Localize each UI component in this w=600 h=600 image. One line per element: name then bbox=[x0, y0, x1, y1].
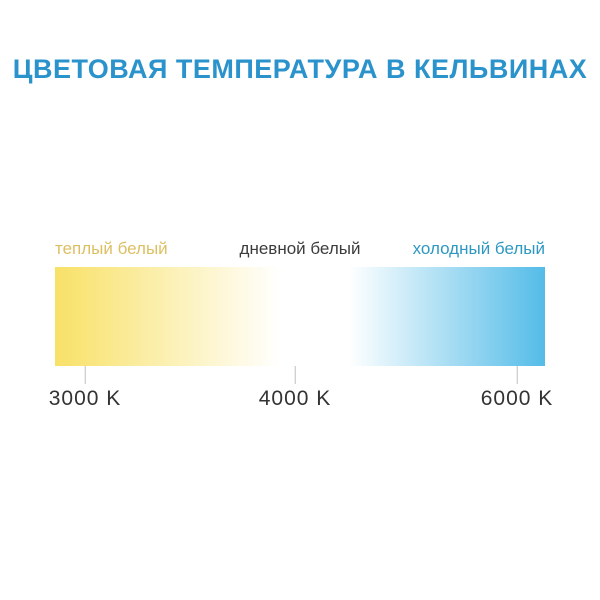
tick-line-4000k bbox=[295, 366, 296, 384]
tick-6000k bbox=[481, 366, 554, 411]
tick-label-3000k: 3000 K bbox=[48, 387, 122, 410]
zone-label-warm-white: теплый белый bbox=[55, 239, 168, 258]
tick-3000k bbox=[49, 366, 122, 411]
zone-label-daylight-white: дневной белый bbox=[239, 239, 361, 258]
tick-4000k bbox=[259, 366, 332, 411]
page-title: ЦВЕТОВАЯ ТЕМПЕРАТУРА В КЕЛЬВИНАХ bbox=[12, 54, 588, 84]
tick-line-3000k bbox=[85, 366, 86, 384]
zone-label-cool-white: холодный белый bbox=[412, 239, 545, 258]
tick-label-6000k: 6000 K bbox=[480, 387, 554, 410]
kelvin-gradient-bar bbox=[55, 267, 545, 366]
tick-line-6000k bbox=[517, 366, 518, 384]
tick-label-4000k: 4000 K bbox=[258, 387, 332, 410]
